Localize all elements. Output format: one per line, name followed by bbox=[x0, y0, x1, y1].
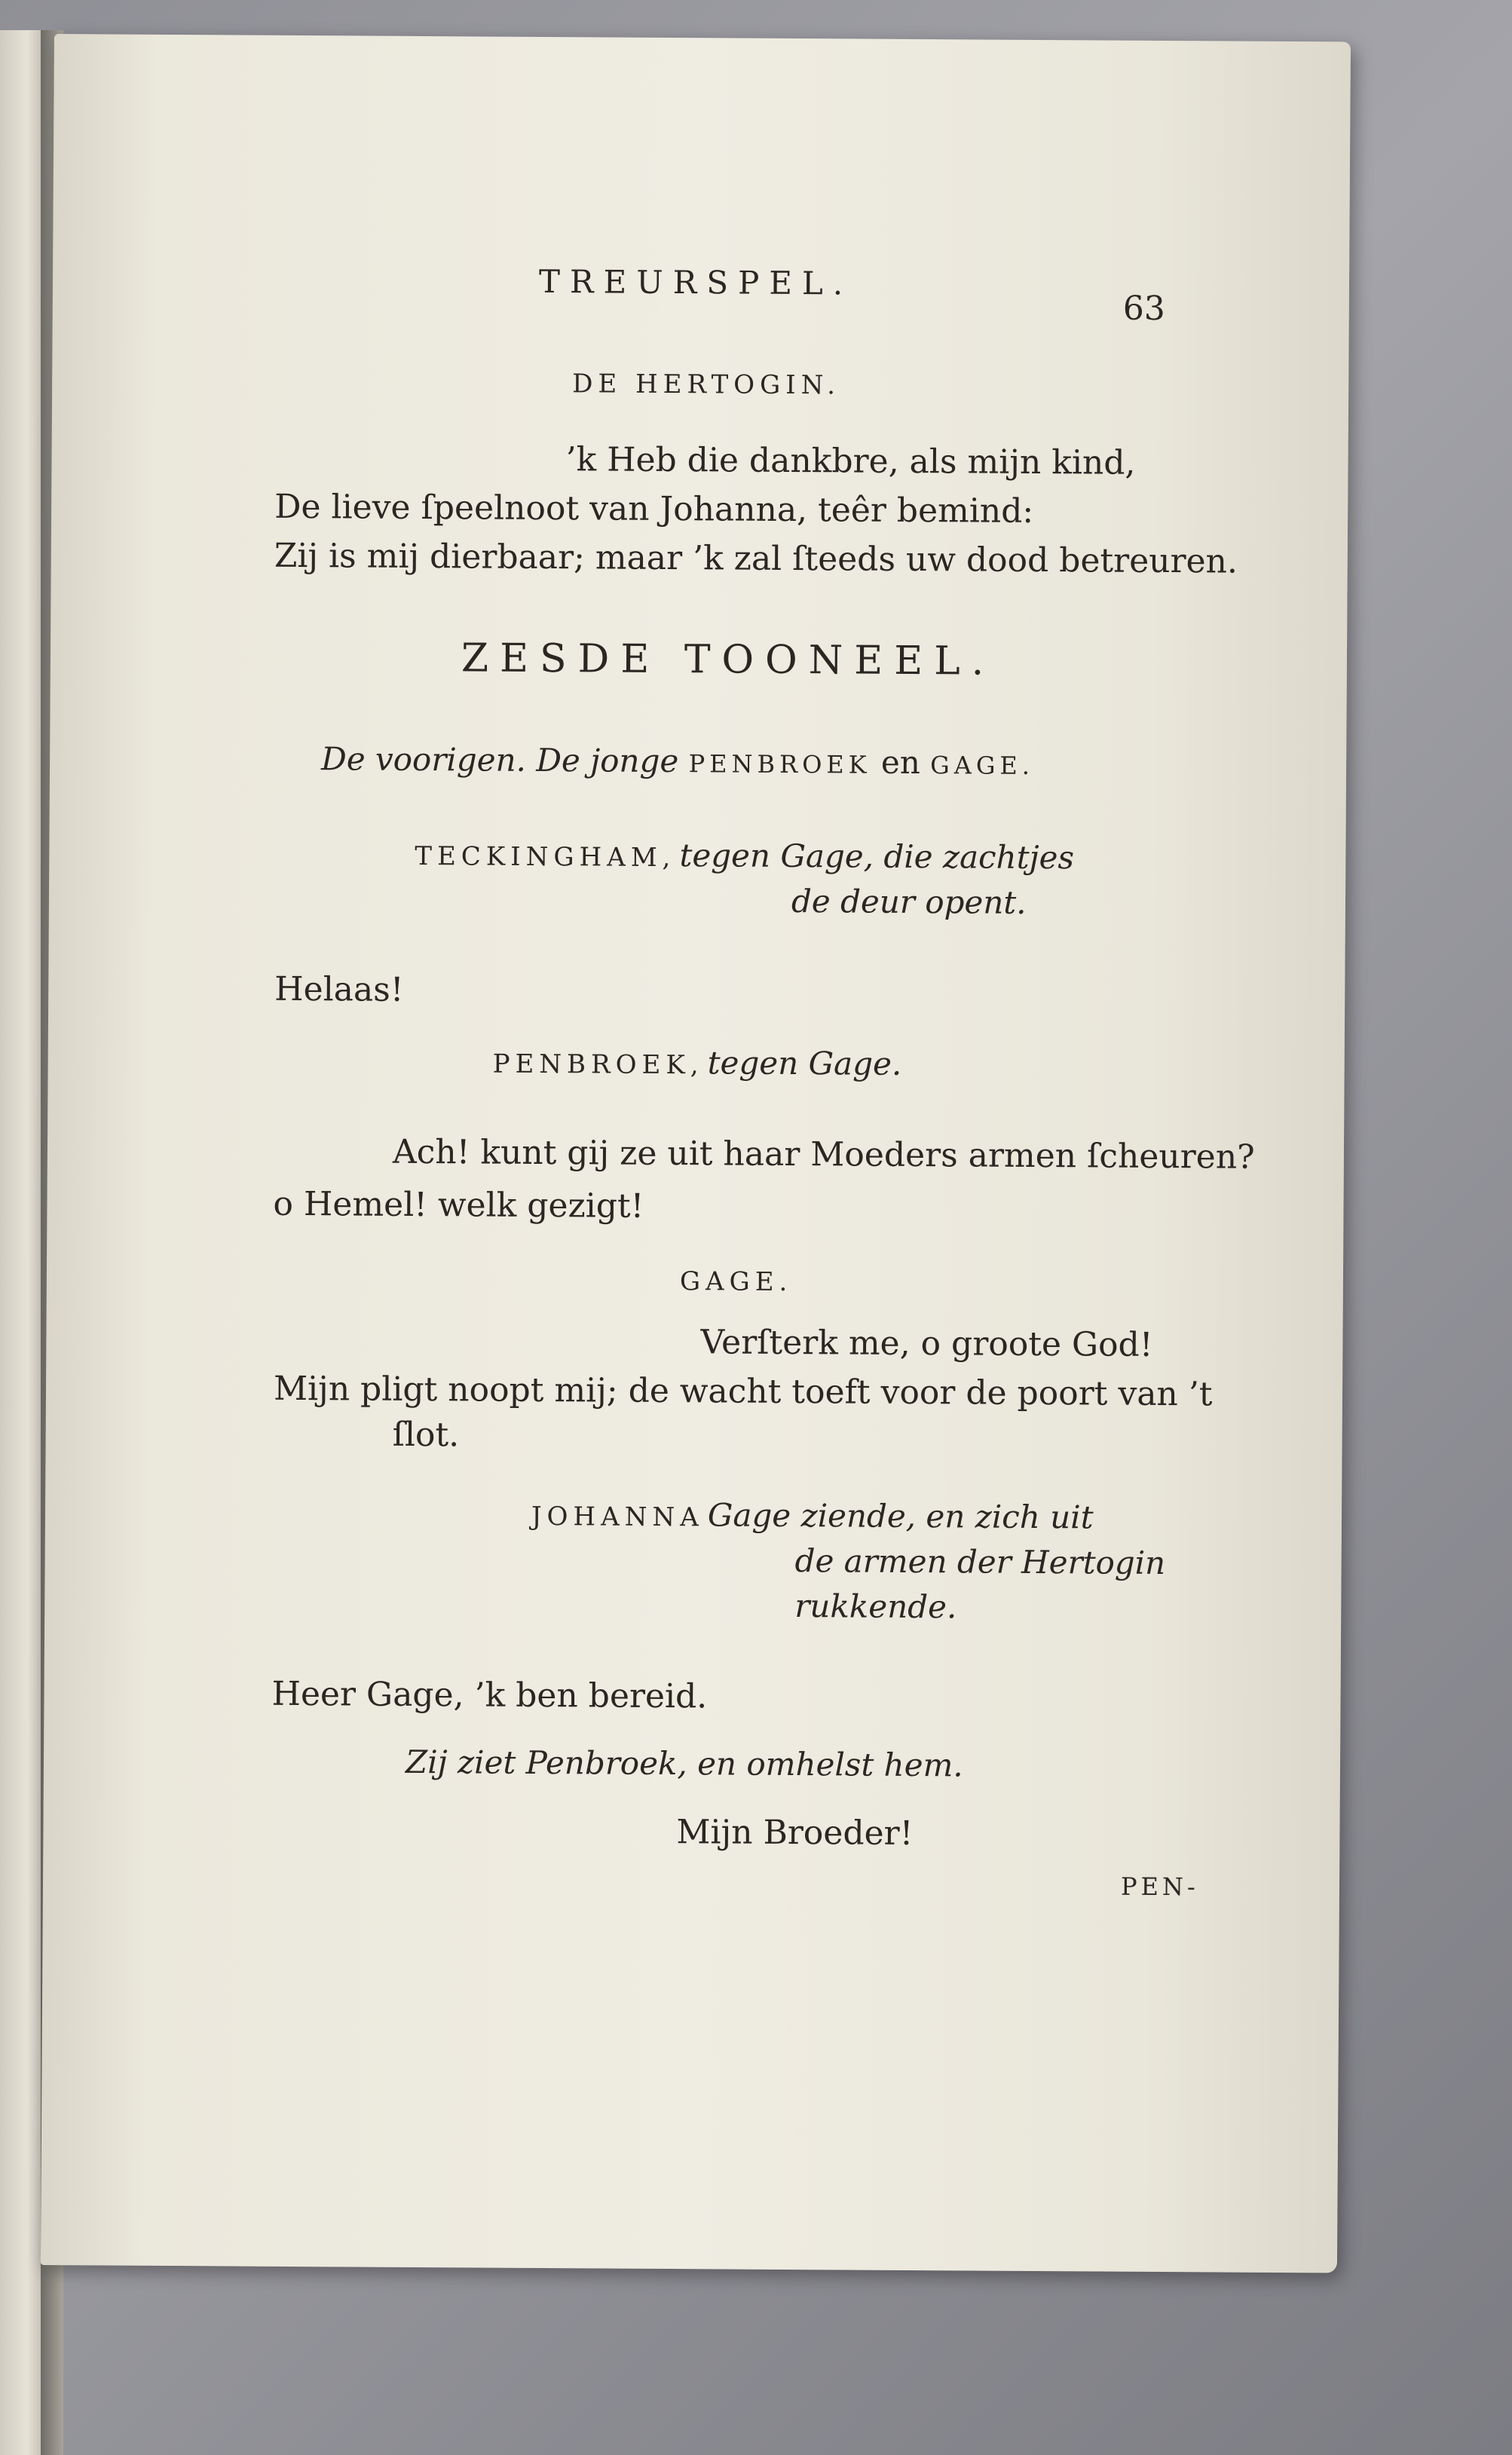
stage-direction: rukkende. bbox=[794, 1587, 957, 1626]
verse-line: Ach! kunt gij ze uit haar Moeders armen ſcheuren? bbox=[392, 1132, 1255, 1177]
verse-line: Mijn pligt noopt mij; de wacht toeft voor de poort van ’t bbox=[273, 1369, 1213, 1414]
cast-conjunction: en bbox=[880, 743, 921, 782]
verse-line: ’k Heb die dankbre, als mijn kind, bbox=[565, 440, 1136, 482]
speaker-penbroek: PENBROEK, bbox=[492, 1048, 704, 1081]
stage-direction: de deur opent. bbox=[791, 882, 1027, 921]
speaker-teckingham: TECKINGHAM, bbox=[415, 840, 676, 874]
verse-line: Mijn Broeder! bbox=[676, 1813, 914, 1853]
cast-prefix: De voorigen. De jonge bbox=[320, 740, 679, 780]
stage-direction: tegen Gage, die zachtjes bbox=[679, 837, 1075, 877]
speaker-line-teckingham bbox=[415, 835, 1074, 876]
speaker-line-penbroek bbox=[493, 1043, 902, 1082]
cast-list bbox=[321, 740, 1034, 782]
speaker-gage: GAGE. bbox=[679, 1266, 793, 1298]
cast-name-gage: GAGE. bbox=[930, 751, 1035, 780]
page-number: 63 bbox=[1122, 289, 1165, 329]
verse-line: Helaas! bbox=[274, 969, 404, 1009]
stage-direction: Zij ziet Penbroek, en omhelst hem. bbox=[405, 1743, 963, 1784]
catchword: PEN- bbox=[1120, 1872, 1199, 1902]
book-page bbox=[41, 34, 1351, 2273]
cast-name-penbroek: PENBROEK bbox=[688, 749, 871, 779]
speaker-line-johanna bbox=[531, 1495, 1094, 1536]
speaker-de-hertogin: DE HERTOGIN. bbox=[572, 369, 841, 401]
verse-line: Heer Gage, ’k ben bereid. bbox=[271, 1674, 708, 1716]
scene-title: ZESDE TOONEEL. bbox=[461, 635, 996, 684]
stage-direction: Gage ziende, en zich uit bbox=[707, 1496, 1094, 1536]
verse-line: Verſterk me, o groote God! bbox=[700, 1323, 1153, 1364]
verse-line: Zij is mij dierbaar; maar ’k zal ſteeds uw dood betreuren. bbox=[274, 536, 1238, 581]
stage-direction: tegen Gage. bbox=[707, 1044, 902, 1082]
verse-line: ſlot. bbox=[392, 1415, 460, 1455]
speaker-johanna: JOHANNA bbox=[531, 1501, 704, 1533]
verse-line: o Hemel! welk gezigt! bbox=[273, 1184, 644, 1226]
stage-direction: de armen der Hertogin bbox=[794, 1542, 1166, 1582]
running-title: TREURSPEL. bbox=[538, 262, 853, 302]
verse-line: De lieve ſpeelnoot van Johanna, teêr bemind: bbox=[274, 487, 1034, 531]
facing-page-edge bbox=[0, 30, 45, 2455]
